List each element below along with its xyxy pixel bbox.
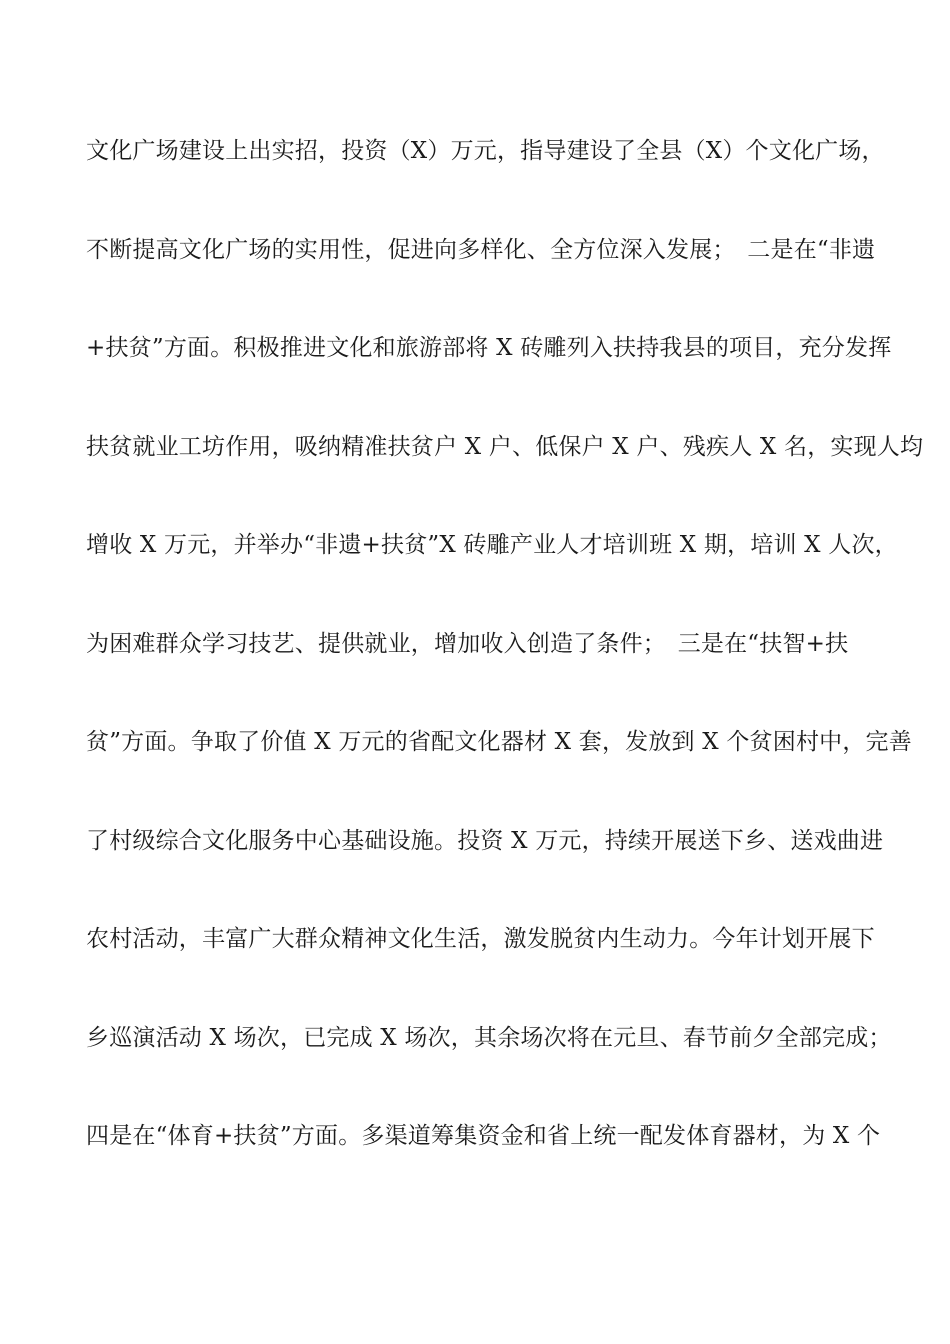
text-line-6: 为困难群众学习技艺、提供就业，增加收入创造了条件； 三是在“扶智+扶 bbox=[86, 630, 849, 657]
body-text bbox=[86, 128, 924, 1212]
text-line-8: 了村级综合文化服务中心基础设施。投资 X 万元，持续开展送下乡、送戏曲进 bbox=[86, 827, 884, 854]
text-line-5: 增收 X 万元，并举办“非遗+扶贫”X 砖雕产业人才培训班 X 期，培训 X 人次， bbox=[86, 532, 898, 558]
text-line-7: 贫”方面。争取了价值 X 万元的省配文化器材 X 套，发放到 X 个贫困村中，完善 bbox=[86, 729, 912, 755]
text-line-1: 文化广场建设上出实招，投资（X）万元，指导建设了全县（X）个文化广场， bbox=[86, 138, 885, 164]
text-line-2: 不断提高文化广场的实用性，促进向多样化、全方位深入发展； 二是在“非遗 bbox=[86, 236, 876, 263]
text-line-9: 农村活动，丰富广大群众精神文化生活，激发脱贫内生动力。今年计划开展下 bbox=[86, 926, 875, 952]
text-line-4: 扶贫就业工坊作用，吸纳精准扶贫户 X 户、低保户 X 户、残疾人 X 名，实现人均 bbox=[86, 433, 924, 460]
text-line-10: 乡巡演活动 X 场次，已完成 X 场次，其余场次将在元旦、春节前夕全部完成； bbox=[86, 1024, 892, 1051]
text-line-11: 四是在“体育+扶贫”方面。多渠道筹集资金和省上统一配发体育器材，为 X 个 bbox=[86, 1123, 881, 1149]
text-line-3: +扶贫”方面。积极推进文化和旅游部将 X 砖雕列入扶持我县的项目，充分发挥 bbox=[86, 335, 892, 361]
